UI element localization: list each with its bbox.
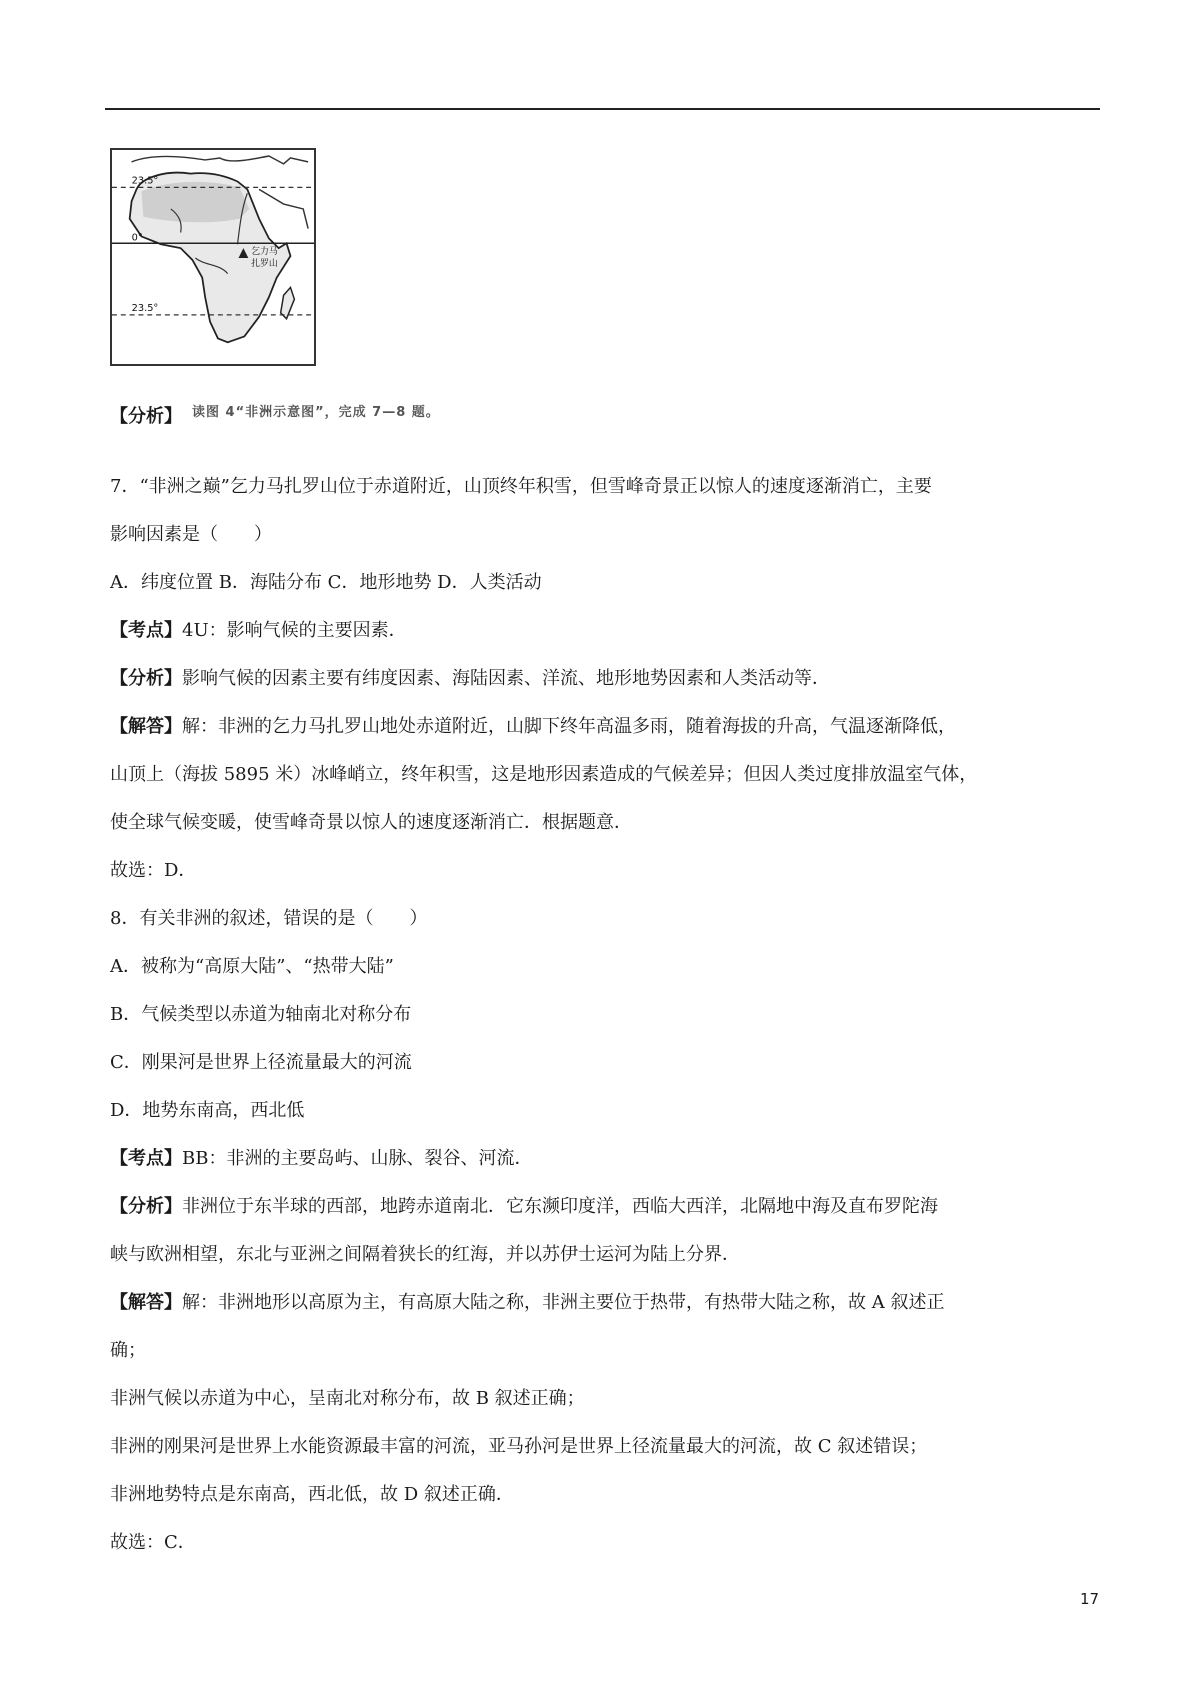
q8-kaodian-text: BB：非洲的主要岛屿、山脉、裂谷、河流． <box>182 1148 533 1169</box>
q7-stem-line1: 7．“非洲之巅”乞力马扎罗山位于赤道附近，山顶终年积雪，但雪峰奇景正以惊人的速度逐渐消亡，主要 <box>110 476 932 497</box>
africa-map-figure <box>110 148 316 366</box>
page-number: 17 <box>1080 1590 1100 1608</box>
q8-answer: 故选：C． <box>110 1532 196 1553</box>
caption-label: 【分析】 <box>110 406 182 427</box>
caption-scan-text: 读图 4“非洲示意图”，完成 7—8 题。 <box>192 404 440 420</box>
q7-fenxi-label: 【分析】 <box>110 668 182 689</box>
q8-fenxi-line1: 非洲位于东半球的西部，地跨赤道南北．它东濒印度洋，西临大西洋，北隔地中海及直布罗陀海 <box>182 1196 938 1217</box>
q7-jieda-line1: 解：非洲的乞力马扎罗山地处赤道附近，山脚下终年高温多雨，随着海拔的升高，气温逐渐降低， <box>182 716 956 737</box>
q7-jieda <box>110 703 1100 751</box>
q8-fenxi-line2: 峡与欧洲相望，东北与亚洲之间隔着狭长的红海，并以苏伊士运河为陆上分界． <box>110 1244 740 1265</box>
q8-jieda-line2: 确； <box>110 1340 146 1361</box>
q8-jieda-label: 【解答】 <box>110 1292 182 1313</box>
lat-south-label: 23.5° <box>131 302 159 314</box>
q7-kaodian-label: 【考点】 <box>110 620 182 641</box>
q8-jieda-line1: 解：非洲地形以高原为主，有高原大陆之称，非洲主要位于热带，有热带大陆之称，故 A 叙述正 <box>182 1292 945 1313</box>
q8-stem: 8．有关非洲的叙述，错误的是（ ） <box>110 908 428 929</box>
q8-jieda <box>110 1279 1100 1327</box>
q8-option-a: A．被称为“高原大陆”、“热带大陆” <box>110 956 394 977</box>
document-body <box>110 463 1100 1567</box>
q8-jieda-line5: 非洲地势特点是东南高，西北低，故 D 叙述正确． <box>110 1484 514 1505</box>
q7-fenxi-text: 影响气候的因素主要有纬度因素、海陆因素、洋流、地形地势因素和人类活动等． <box>182 668 830 689</box>
mountain-label-line1: 乞力马 <box>251 247 278 258</box>
lat-north-label: 23.5° <box>131 175 159 187</box>
q8-fenxi <box>110 1183 1100 1231</box>
header-rule <box>105 108 1100 110</box>
q8-option-b: B．气候类型以赤道为轴南北对称分布 <box>110 1004 412 1025</box>
q7-kaodian-text: 4U：影响气候的主要因素． <box>182 620 407 641</box>
q7-fenxi <box>110 655 1100 703</box>
q7-options: A．纬度位置 B．海陆分布 C．地形地势 D．人类活动 <box>110 572 542 593</box>
q8-jieda-line4: 非洲的刚果河是世界上水能资源最丰富的河流，亚马孙河是世界上径流量最大的河流，故 C 叙述错误； <box>110 1436 928 1457</box>
q7-stem-line2: 影响因素是（ ） <box>110 524 272 545</box>
figure-caption <box>110 402 440 428</box>
q8-kaodian-label: 【考点】 <box>110 1148 182 1169</box>
q8-jieda-line3: 非洲气候以赤道为中心，呈南北对称分布，故 B 叙述正确； <box>110 1388 585 1409</box>
q7-jieda-label: 【解答】 <box>110 716 182 737</box>
q8-option-d: D．地势东南高，西北低 <box>110 1100 305 1121</box>
q8-option-c: C．刚果河是世界上径流量最大的河流 <box>110 1052 412 1073</box>
q8-fenxi-label: 【分析】 <box>110 1196 182 1217</box>
lat-equator-label: 0° <box>131 232 143 244</box>
q7-answer: 故选：D． <box>110 860 197 881</box>
q8-kaodian <box>110 1135 1100 1183</box>
q7-kaodian <box>110 607 1100 655</box>
q7-jieda-line3: 使全球气候变暖，使雪峰奇景以惊人的速度逐渐消亡．根据题意． <box>110 812 632 833</box>
q7-jieda-line2: 山顶上（海拔 5895 米）冰峰峭立，终年积雪，这是地形因素造成的气候差异；但因人类过度排放温室气体， <box>110 764 978 785</box>
mountain-label-line2: 扎罗山 <box>251 258 278 269</box>
